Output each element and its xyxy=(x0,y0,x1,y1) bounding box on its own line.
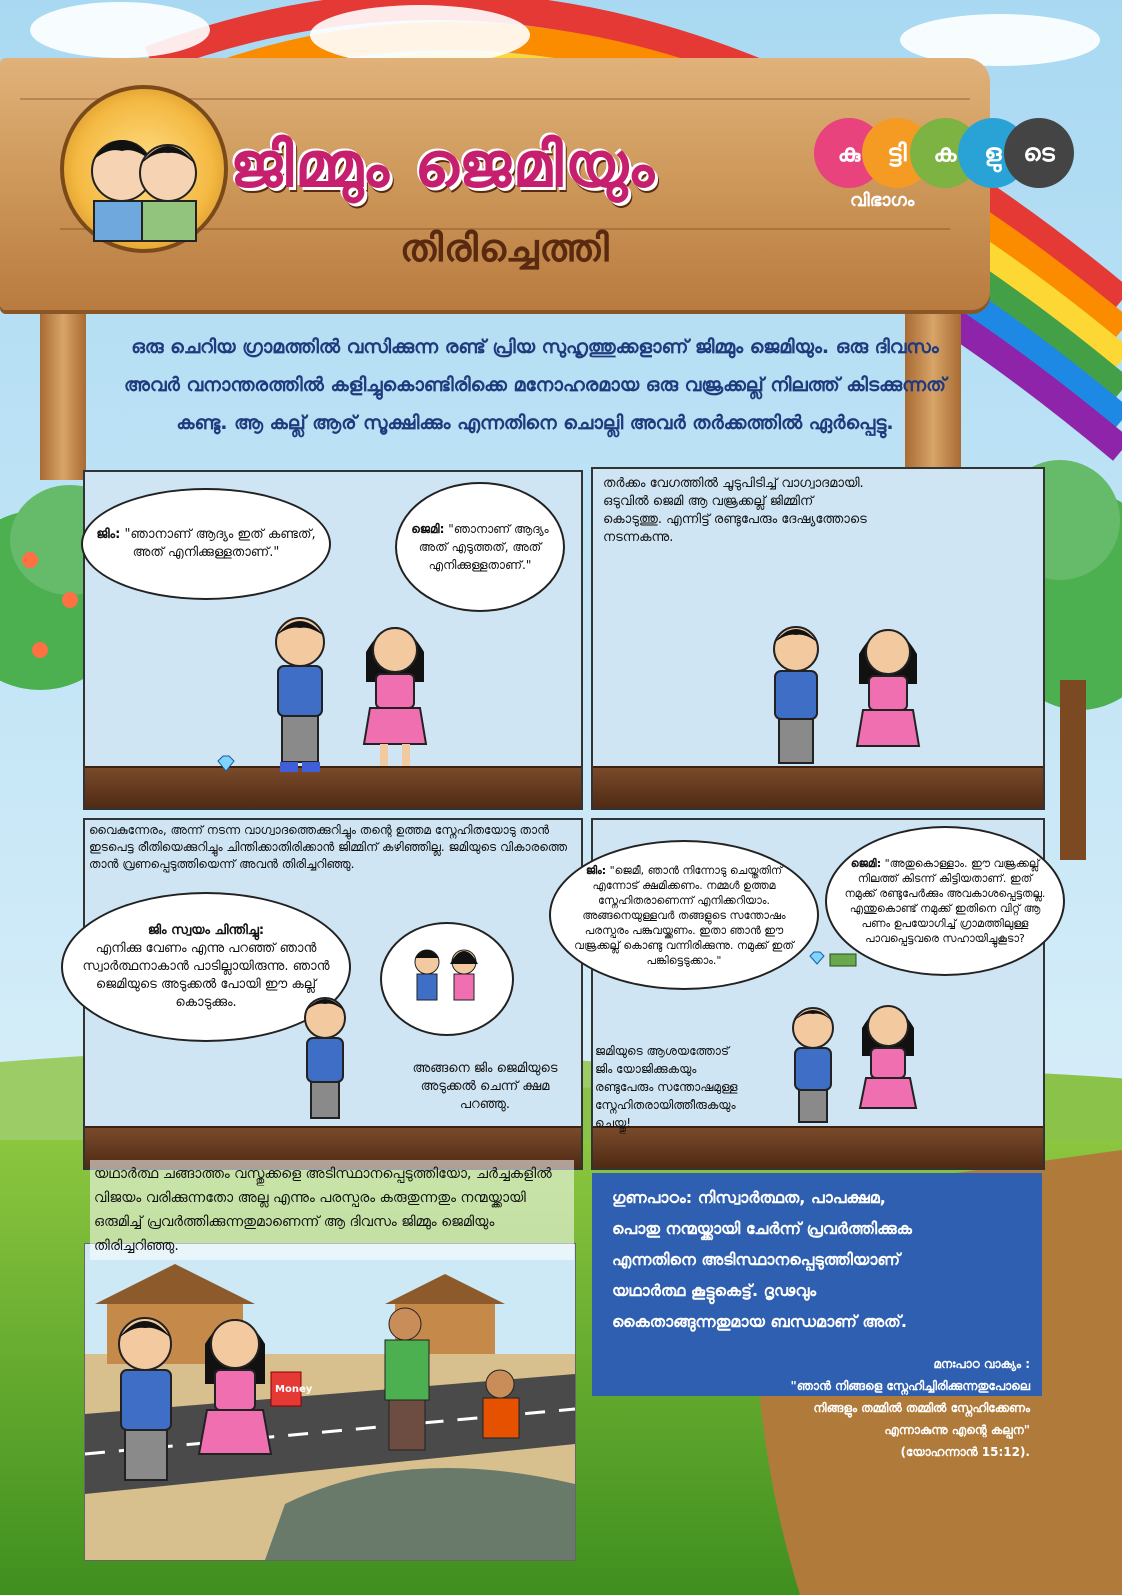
panel-caption: വൈകുന്നേരം, അന്ന് നടന്ന വാഗ്വാദത്തെക്കുറിച്ചും തന്റെ ഉത്തമ സ്നേഹിതയോടു താൻ ഇടപെട്ട രീതിയെക്കുറിച്ചും ചിന്തിക്കാതിരിക്കാൻ ജിമ്മിന് കഴിഞ്ഞില്ല. ജമിയുടെ വികാരത്തെ താൻ വ്രണപ്പെടുത്തിയെന്ന് അവൻ തിരിച്ചറിഞ്ഞു. xyxy=(89,823,568,871)
comic-panel-1 xyxy=(83,470,583,810)
comic-panel-2 xyxy=(591,467,1045,810)
speaker-label: ജെമി: xyxy=(850,857,882,870)
badge-letter: കു xyxy=(814,118,884,188)
speech-text: "ഞാനാണ് ആദ്യം അത് എടുത്തത്, അത് എനിക്കുള്ളതാണ്." xyxy=(418,522,549,572)
conclusion-text: യഥാർത്ഥ ചങ്ങാത്തം വസ്തുക്കളെ അടിസ്ഥാനപ്പെടുത്തിയോ, ചർച്ചകളിൽ വിജയം വരിക്കുന്നതോ അല്ല എന്നും പരസ്പരം കരുതുന്നതും നന്മയ്ക്കായി ഒരുമിച്ച് പ്രവർത്തിക്കുന്നതുമാണെന്ന് ആ ദിവസം ജിമ്മും ജെമിയും തിരിച്ചറിഞ്ഞു. xyxy=(90,1160,574,1260)
village-scene xyxy=(84,1243,576,1561)
panel-caption: തർക്കം വേഗത്തിൽ ചൂടുപിടിച്ച് വാഗ്വാദമായി. ഒടുവിൽ ജെമി ആ വജ്രക്കല്ല് ജിമ്മിന് കൊടുത്തു. എന്നിട്ട് രണ്ടുപേരും ദേഷ്യത്തോടെ നടന്നകന്നു. xyxy=(603,476,867,545)
jim-character xyxy=(751,619,841,779)
speaker-label: ജെമി: xyxy=(411,522,445,536)
speech-text: "അതുകൊള്ളാം. ഈ വജ്രക്കല്ല് നിലത്ത് കിടന്ന് കിട്ടിയതാണ്. ഇത് നമുക്ക് രണ്ടുപേർക്കും അവകാശപ്പെട്ടതല്ല. എന്തുകൊണ്ട് നമുക്ക് ഇതിനെ വിറ്റ് ആ പണം ഉപയോഗിച്ച് ഗ്രാമത്തിലുള്ള പാവപ്പെട്ടവരെ സഹായിച്ചുകൂടാ? xyxy=(844,857,1046,945)
speech-bubble-jemi xyxy=(825,826,1065,976)
panel-footer: അങ്ങനെ ജിം ജെമിയുടെ അടുക്കൽ ചെന്ന് ക്ഷമ പറഞ്ഞു. xyxy=(412,1061,558,1112)
section-label: വിഭാഗം xyxy=(850,190,915,211)
jim-character xyxy=(250,612,350,782)
jim-character xyxy=(285,990,365,1130)
panel-footer: ജമിയുടെ ആശയത്തോട് ജിം യോജിക്കുകയും രണ്ടുപേരും സന്തോഷമുള്ള സ്നേഹിതരായിത്തീരുകയും ചെയ്തു! xyxy=(595,1044,738,1130)
speech-bubble-jim xyxy=(549,840,819,990)
thought-text: എനിക്കു വേണം എന്നു പറഞ്ഞ് ഞാൻ സ്വാർത്ഥനാകാൻ പാടില്ലായിരുന്നു. ഞാൻ ജെമിയുടെ അടുക്കൽ പോയി ഈ കല്ല് കൊടുക്കും. xyxy=(82,941,330,1010)
intro-paragraph: ഒരു ചെറിയ ഗ്രാമത്തിൽ വസിക്കുന്ന രണ്ട് പ്രിയ സുഹൃത്തുക്കളാണ് ജിമ്മും ജെമിയും. ഒരു ദിവസം അവർ വനാന്തരത്തിൽ കളിച്ചുകൊണ്ടിരിക്കെ മനോഹരമായ ഒരു വജ്രക്കല്ല് നിലത്ത് കിടക്കുന്നത് കണ്ടു. ആ കല്ല് ആര് സൂക്ഷിക്കും എന്നതിനെ ചൊല്ലി അവർ തർക്കത്തിൽ ഏർപ്പെട്ടു. xyxy=(124,336,946,434)
money-label: Money xyxy=(275,1384,313,1395)
thought-image-bubble xyxy=(380,922,514,1036)
lesson-text: ഗുണപാഠം: നിസ്വാർത്ഥത, പാപക്ഷമ, പൊതു നന്മയ്ക്കായി ചേർന്ന് പ്രവർത്തിക്കുക എന്നതിനെ അടിസ്ഥാനപ്പെടുത്തിയാണ് യഥാർത്ഥ കൂട്ടുകെട്ട്. ദൃഢവും കൈതാങ്ങുന്നതുമായ ബന്ധമാണ് അത്. xyxy=(612,1188,912,1331)
speaker-label: ജിം സ്വയം ചിന്തിച്ചു: xyxy=(147,923,265,938)
speech-text: "ഞാനാണ് ആദ്യം ഇത് കണ്ടത്, അത് എനിക്കുള്ളതാണ്." xyxy=(124,527,316,560)
verse-ref: (യോഹന്നാൻ 15:12). xyxy=(900,1445,1030,1459)
memory-verse xyxy=(790,1353,1030,1463)
speech-bubble-jemi xyxy=(395,482,565,612)
comic-panel-4 xyxy=(574,818,1046,1170)
page-subtitle: തിരിച്ചെത്തി xyxy=(400,226,610,270)
badge-letter: ട്ടി xyxy=(862,118,932,188)
badge-letter: ളു xyxy=(958,118,1028,188)
speaker-label: ജിം: xyxy=(585,863,607,877)
comic-panel-3 xyxy=(83,818,583,1170)
speech-text: "ജെമീ, ഞാൻ നിന്നോടു ചെയ്തതിന് എന്നോട് ക്ഷമിക്കണം. നമ്മൾ ഉത്തമ സ്നേഹിതരാണെന്ന് എനിക്കറിയാം. അങ്ങനെയുള്ളവർ തങ്ങളുടെ സന്തോഷം പരസ്പരം പങ്കുവയ്ക്കണം. ഇതാ ഞാൻ ഈ വജ്രക്കല്ല് കൊണ്ടു വന്നിരിക്കുന്നു. നമുക്ക് ഇത് പങ്കിട്ടെടുക്കാം." xyxy=(574,863,794,967)
badge-letter: ടെ xyxy=(1004,118,1074,188)
kids-logo xyxy=(60,85,228,253)
jemi-character xyxy=(843,614,933,784)
speech-bubble-jim xyxy=(81,488,331,600)
diamond-icon xyxy=(215,756,237,772)
page-title: ജിമ്മും ജെമിയും xyxy=(230,128,657,201)
verse-label: മനഃപാഠ വാക്യം : xyxy=(933,1357,1030,1371)
jemi-character xyxy=(350,612,440,782)
sign-post-left xyxy=(40,300,86,480)
speaker-label: ജിം: xyxy=(96,527,121,542)
jemi-character xyxy=(848,992,928,1132)
jim-character xyxy=(773,1002,853,1132)
diamond-money-icon xyxy=(808,950,858,970)
badge-letter: ക xyxy=(910,118,980,188)
ground xyxy=(593,1126,1043,1168)
verse-text: "ഞാൻ നിങ്ങളെ സ്നേഹിച്ചിരിക്കുന്നതുപോലെ നിങ്ങളും തമ്മിൽ തമ്മിൽ സ്നേഹിക്കേണം എന്നാകുന്നു എന്റെ കല്പന" xyxy=(790,1379,1030,1437)
